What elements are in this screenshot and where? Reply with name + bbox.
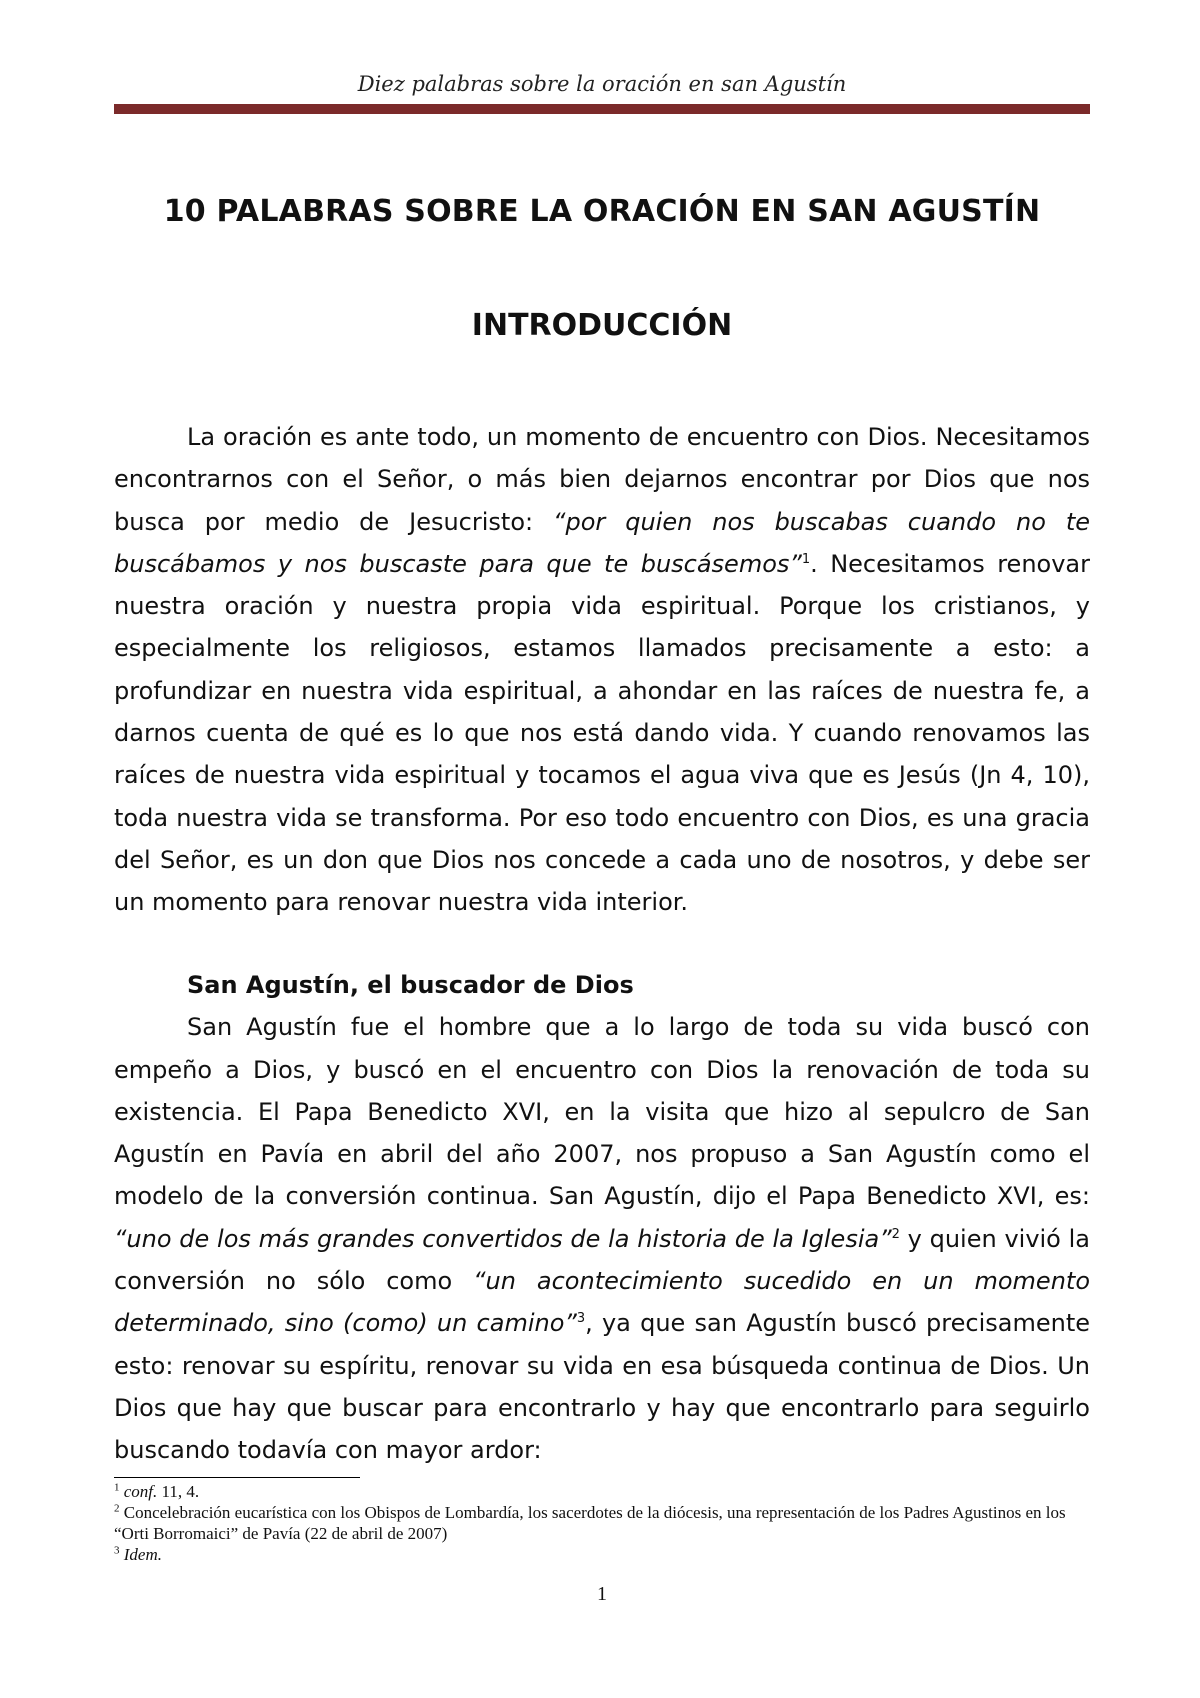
footnote-1	[114, 1481, 1090, 1502]
body-block-introduction	[114, 416, 1090, 924]
subheading: San Agustín, el buscador de Dios	[187, 971, 634, 999]
footnote-number: 1	[114, 1481, 120, 1494]
footnote-number: 2	[114, 1502, 120, 1515]
paragraph-text: La oración es ante todo, un momento de encuentro con Dios. Necesitamos encontrarnos con el Señor, o más bien dejarnos encontrar por Dios que nos busca por medio de Jesucristo:	[114, 423, 1090, 536]
document-title: 10 PALABRAS SOBRE LA ORACIÓN EN SAN AGUSTÍN	[163, 194, 1041, 229]
page-number: 1	[597, 1583, 607, 1605]
augustine-quote: “por quien nos buscabas cuando no te buscábamos y nos buscaste para que te buscásemos”	[114, 507, 1091, 578]
paragraph-text: San Agustín fue el hombre que a lo largo de toda su vida buscó con empeño a Dios, y buscó en el encuentro con Dios la renovación de toda su existencia. El Papa Benedicto XVI, en la visita que hizo al sepulcro de San Agustín en Pavía en abril del año 2007, nos propuso a San Agustín como el modelo de la conversión continua. San Agustín, dijo el Papa Benedicto XVI, es:	[114, 1013, 1090, 1211]
benedict-quote: “uno de los más grandes convertidos de la historia de la Iglesia”	[114, 1224, 892, 1253]
footnote-2	[114, 1502, 1090, 1544]
footnote-italic: conf.	[123, 1482, 158, 1501]
benedict-quote: “un acontecimiento sucedido en un momento determinado, sino (como) un camino”	[114, 1267, 1090, 1338]
header-rule	[114, 104, 1090, 114]
footnote-separator	[114, 1477, 360, 1478]
body-block-buscador	[114, 964, 1090, 1472]
paragraph-text: . Necesitamos renovar nuestra oración y nuestra propia vida espiritual. Porque los cristianos, y especialmente los religiosos, estamos llamados precisamente a esto: a profundizar en nuestra vida espiritual, a ahondar en las raíces de nuestra fe, a darnos cuenta de qué es lo que nos está dando vida. Y cuando renovamos las raíces de nuestra vida espiritual y tocamos el agua viva que es Jesús (Jn 4, 10), toda nuestra vida se transforma. Por eso todo encuentro con Dios, es una gracia del Señor, es un don que Dios nos concede a cada uno de nosotros, y debe ser un momento para renovar nuestra vida interior.	[114, 549, 1090, 917]
footnote-ref-2[interactable]: 2	[891, 1226, 900, 1242]
footnote-italic: Idem.	[123, 1545, 162, 1564]
paragraph-buscador	[114, 1006, 1090, 1471]
footnotes	[114, 1481, 1090, 1565]
section-title: INTRODUCCIÓN	[471, 308, 733, 343]
footnote-number: 3	[114, 1544, 120, 1557]
running-header: Diez palabras sobre la oración en san Agustín	[357, 72, 847, 96]
footnote-ref-3[interactable]: 3	[576, 1311, 586, 1327]
paragraph-introduction	[114, 416, 1090, 924]
footnote-text: Concelebración eucarística con los Obispos de Lombardía, los sacerdotes de la diócesis, una representación de los Padres Agustinos en los “Orti Borromaici” de Pavía (22 de abril de 2007)	[114, 1503, 1066, 1543]
paragraph-text: , ya que san Agustín buscó precisamente esto: renovar su espíritu, renovar su vida en esa búsqueda continua de Dios. Un Dios que hay que buscar para encontrarlo y hay que encontrarlo para seguirlo buscando todavía con mayor ardor:	[114, 1309, 1090, 1465]
paragraph-text: y quien vivió la conversión no sólo como	[114, 1224, 1090, 1296]
footnote-3	[114, 1544, 1090, 1565]
footnote-ref-1[interactable]: 1	[801, 551, 811, 567]
footnote-text: 11, 4.	[157, 1482, 200, 1501]
